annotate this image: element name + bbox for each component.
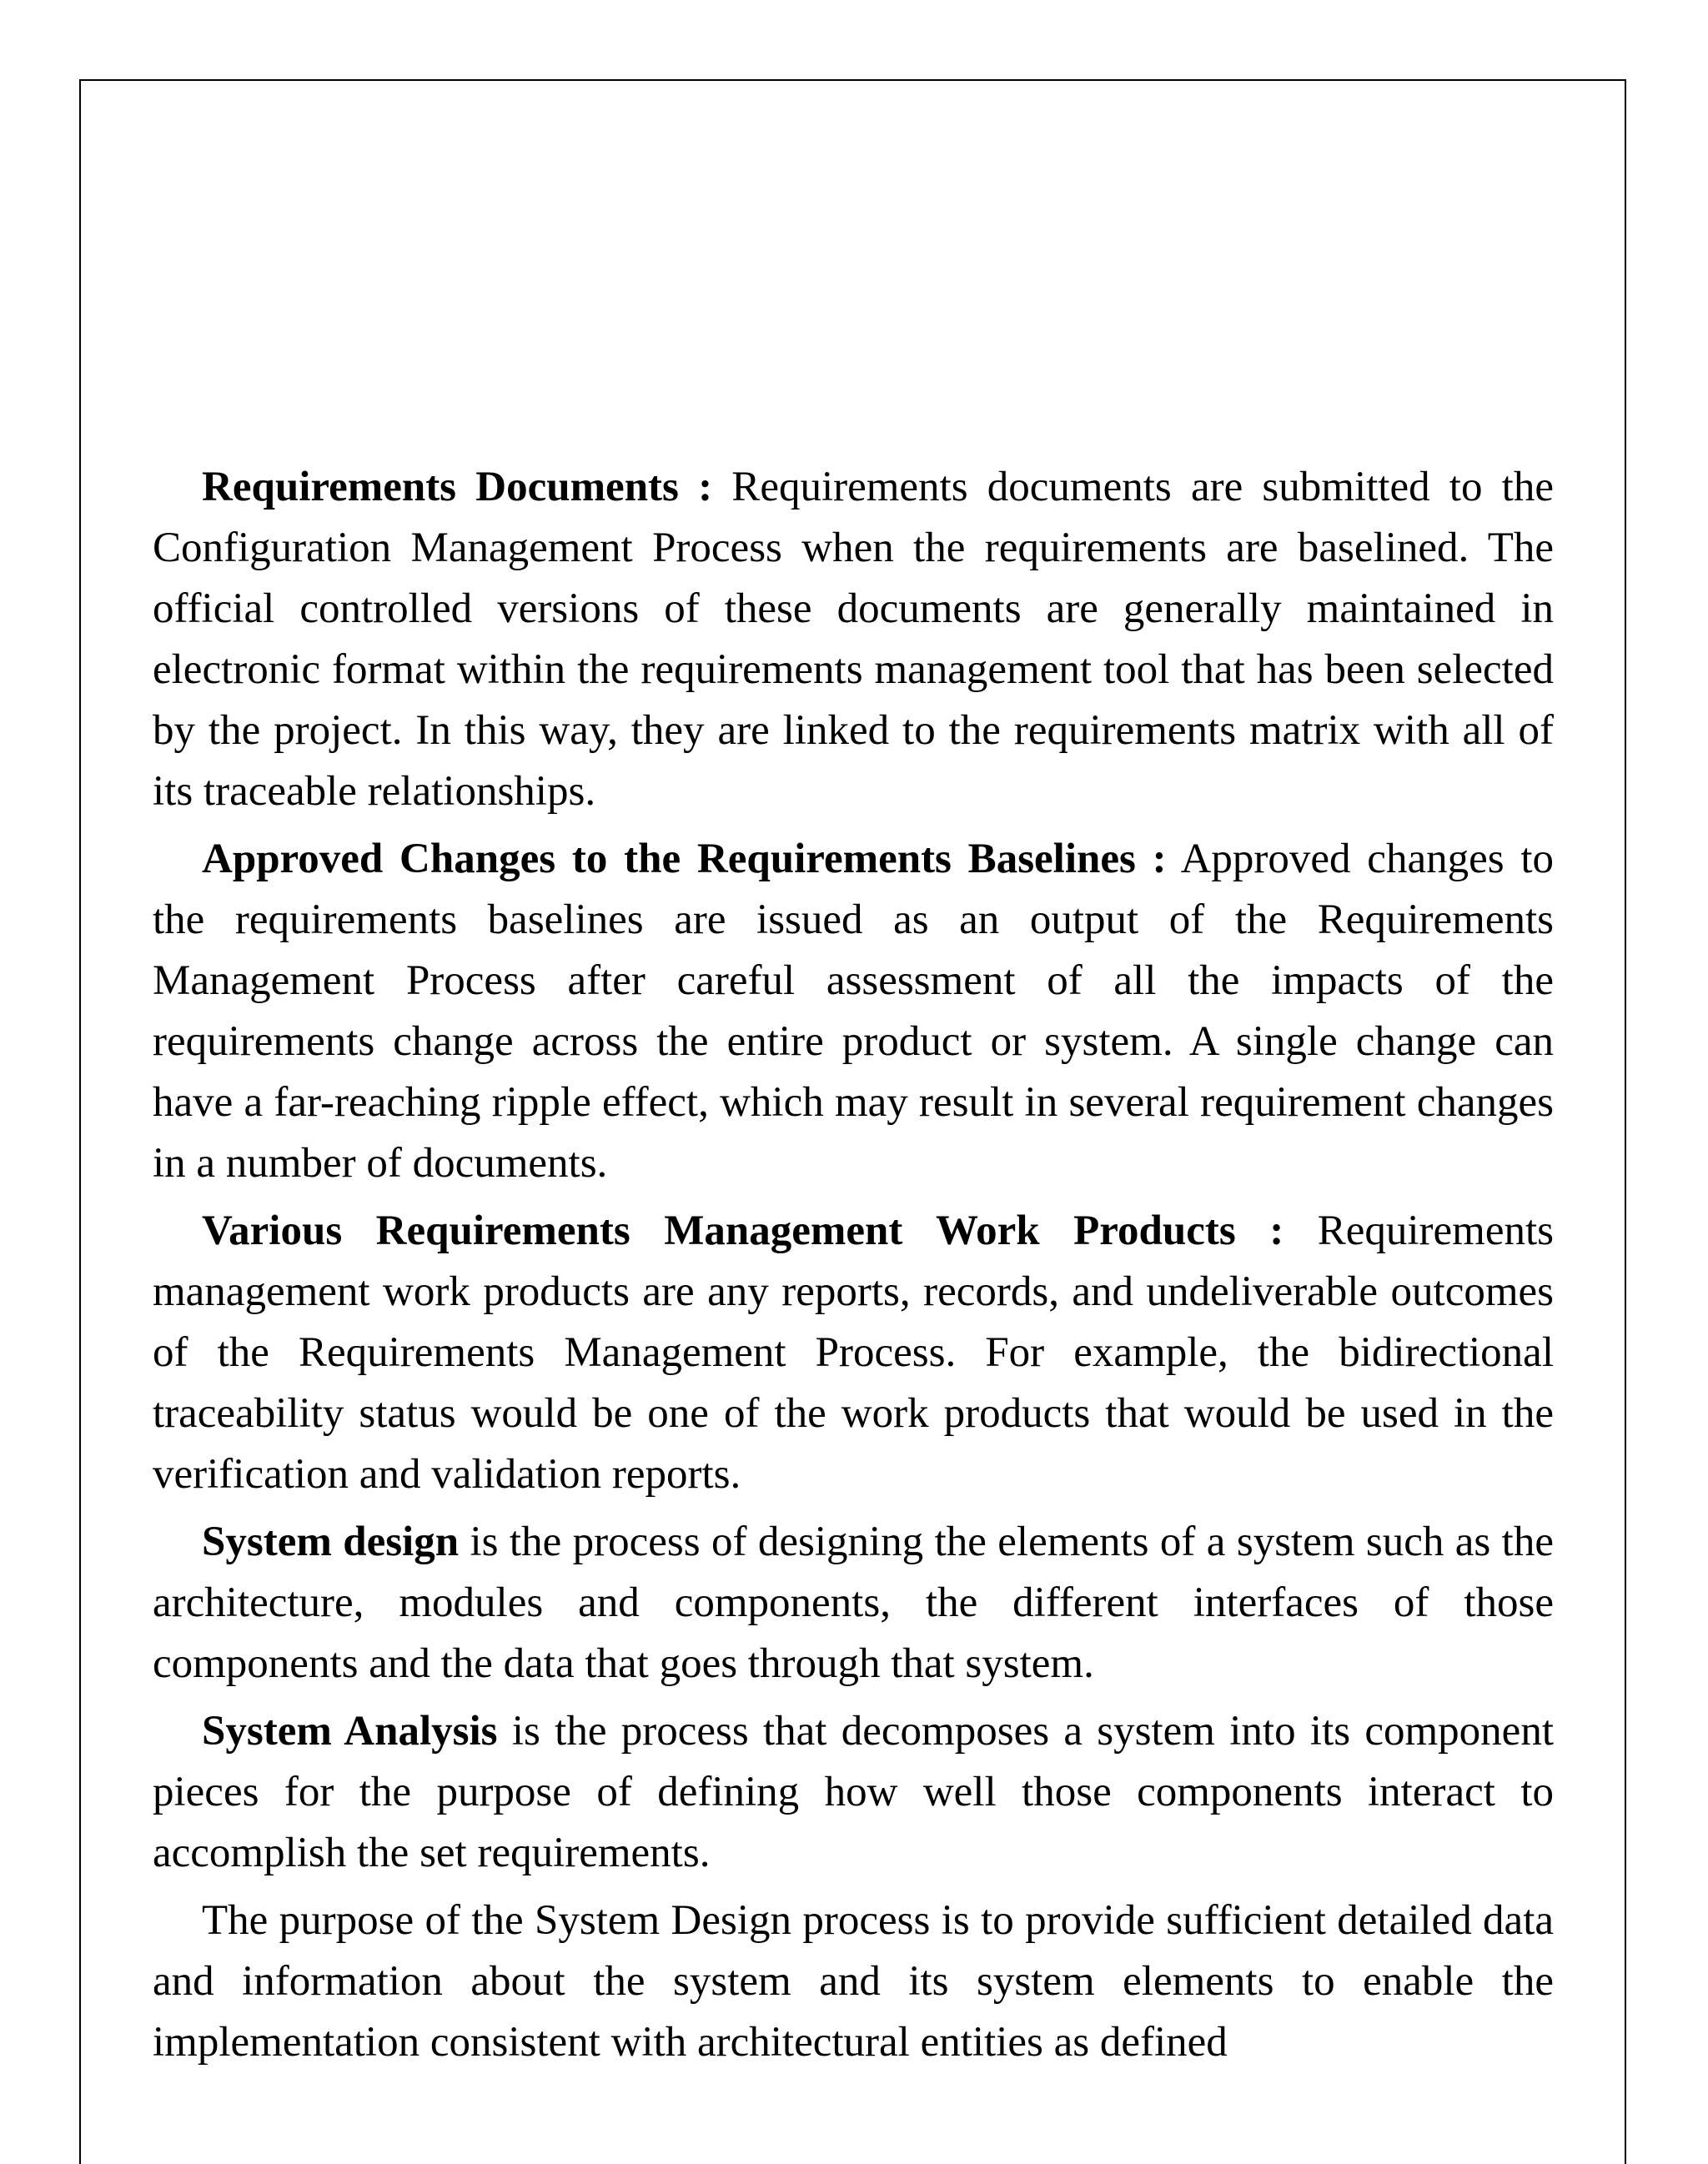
paragraph-system-design-purpose <box>153 1890 1554 2073</box>
paragraph-text: Approved changes to the requirements baselines are issued as an output of the Requirements Management Process after careful assessment of all the impacts of the requirements change across the entire product or system. A single change can have a far-reaching ripple effect, which may result in several requirement changes in a number of documents. <box>153 836 1555 1187</box>
paragraph-work-products <box>153 1201 1554 1505</box>
term-approved-changes: Approved Changes to the Requirements Baselines : <box>202 836 1167 882</box>
term-system-design: System design <box>202 1519 460 1565</box>
term-work-products: Various Requirements Management Work Products : <box>202 1208 1284 1254</box>
paragraph-requirements-documents <box>153 457 1554 822</box>
paragraph-approved-changes <box>153 829 1554 1194</box>
paragraph-text: The purpose of the System Design process is to provide sufficient detailed data and information about the system and its system elements to enable the implementation consistent with architectural entities as defined <box>153 1897 1554 2066</box>
document-body <box>153 457 1554 2080</box>
term-system-analysis: System Analysis <box>202 1708 498 1755</box>
paragraph-text: Requirements documents are submitted to the Configuration Management Process when the requirements are baselined. The official controlled versions of these documents are generally maintained in electronic format within the requirements management tool that has been selected by the project. In this way, they are linked to the requirements matrix with all of its traceable relationships. <box>153 464 1554 815</box>
paragraph-text: is the process of designing the elements of a system such as the architecture, modules and components, the different interfaces of those components and the data that goes through that system. <box>153 1519 1554 1687</box>
paragraph-system-analysis <box>153 1701 1554 1884</box>
paragraph-system-design <box>153 1512 1554 1695</box>
term-requirements-documents: Requirements Documents : <box>202 464 713 510</box>
paragraph-text: Requirements management work products are any reports, records, and undeliverable outcomes of the Requirements Management Process. For example, the bidirectional traceability status would be one of the work products that would be used in the verification and validation reports. <box>153 1208 1555 1498</box>
paragraph-text: is the process that decomposes a system into its component pieces for the purpose of defining how well those components interact to accomplish the set requirements. <box>153 1708 1554 1876</box>
